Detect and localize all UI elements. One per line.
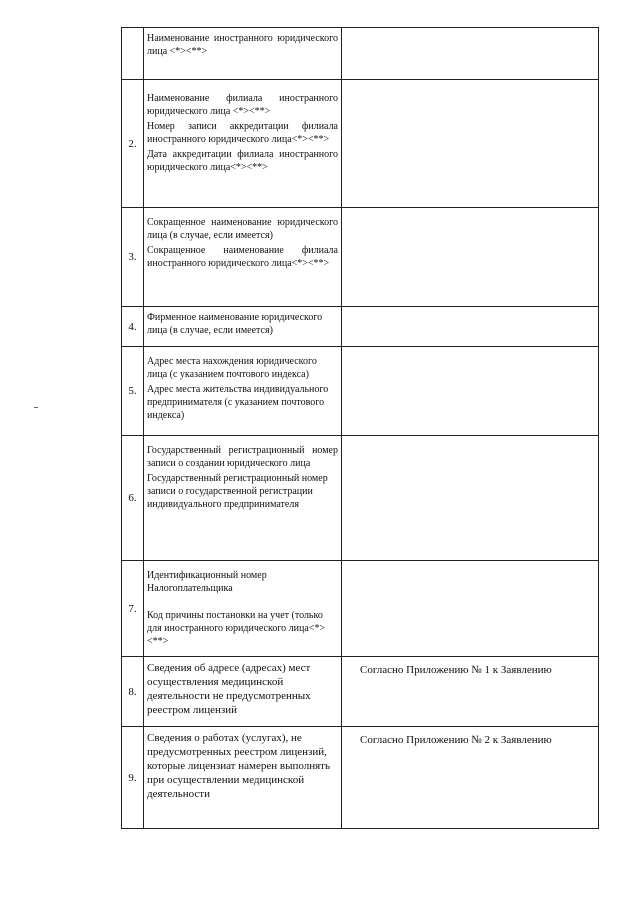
field-label-text: Фирменное наименование юридического лица (в случае, если имеется) xyxy=(147,312,323,336)
field-value xyxy=(342,561,599,657)
application-form-table xyxy=(121,27,599,829)
field-value xyxy=(342,436,599,561)
field-label-text: Государственный регистрационный номер записи о создании юридического лица xyxy=(147,445,338,469)
field-value xyxy=(342,80,599,208)
row-number: 3. xyxy=(122,208,144,307)
table-row xyxy=(122,307,599,347)
field-label xyxy=(144,28,342,80)
field-label xyxy=(144,80,342,208)
table-row xyxy=(122,436,599,561)
row-number xyxy=(122,28,144,80)
field-label xyxy=(144,208,342,307)
row-number: 8. xyxy=(122,657,144,727)
field-label-text: Идентификационный номер Налогоплательщика xyxy=(147,570,267,594)
field-value xyxy=(342,28,599,80)
row-number: 6. xyxy=(122,436,144,561)
table-row xyxy=(122,80,599,208)
field-label-text: Дата аккредитации филиала иностранного юридического лица<*><**> xyxy=(147,149,338,173)
row-number: 9. xyxy=(122,727,144,829)
row-number: 4. xyxy=(122,307,144,347)
field-label-text: Наименование иностранного юридического лица <*><**> xyxy=(147,33,338,57)
margin-mark xyxy=(34,407,38,408)
field-label xyxy=(144,727,342,829)
field-label-text: Сокращенное наименование филиала иностранного юридического лица<*><**> xyxy=(147,245,338,269)
field-label-text: Сведения о работах (услугах), не предусмотренных реестром лицензий, которые лицензиат намерен выполнять при осуществлении медицинской деятельности xyxy=(147,732,330,800)
field-label-text: Номер записи аккредитации филиала иностранного юридического лица<*><**> xyxy=(147,121,338,145)
row-number: 2. xyxy=(122,80,144,208)
field-label-text: Адрес места нахождения юридического лица (с указанием почтового индекса) xyxy=(147,356,317,380)
field-value xyxy=(342,307,599,347)
field-label-text: Адрес места жительства индивидуального предпринимателя (с указанием почтового индекса) xyxy=(147,384,329,421)
field-label xyxy=(144,657,342,727)
field-label-text: Код причины постановки на учет (только для иностранного юридического лица<*><**> xyxy=(147,610,326,647)
field-label-text: Сведения об адресе (адресах) мест осуществления медицинской деятельности не предусмотренных реестром лицензий xyxy=(147,662,311,716)
field-label xyxy=(144,347,342,436)
table-row xyxy=(122,28,599,80)
table-row xyxy=(122,657,599,727)
table-row xyxy=(122,727,599,829)
field-label-text: Государственный регистрационный номер записи о государственной регистрации индивидуального предпринимателя xyxy=(147,473,328,510)
table-row xyxy=(122,347,599,436)
table-row xyxy=(122,208,599,307)
field-value xyxy=(342,208,599,307)
field-value: Согласно Приложению № 1 к Заявлению xyxy=(342,657,599,727)
field-label xyxy=(144,307,342,347)
field-label xyxy=(144,561,342,657)
row-number: 7. xyxy=(122,561,144,657)
field-value: Согласно Приложению № 2 к Заявлению xyxy=(342,727,599,829)
field-label xyxy=(144,436,342,561)
field-label-text: Наименование филиала иностранного юридического лица <*><**> xyxy=(147,93,338,117)
table-row xyxy=(122,561,599,657)
field-label-text: Сокращенное наименование юридического лица (в случае, если имеется) xyxy=(147,217,338,241)
row-number: 5. xyxy=(122,347,144,436)
field-value xyxy=(342,347,599,436)
